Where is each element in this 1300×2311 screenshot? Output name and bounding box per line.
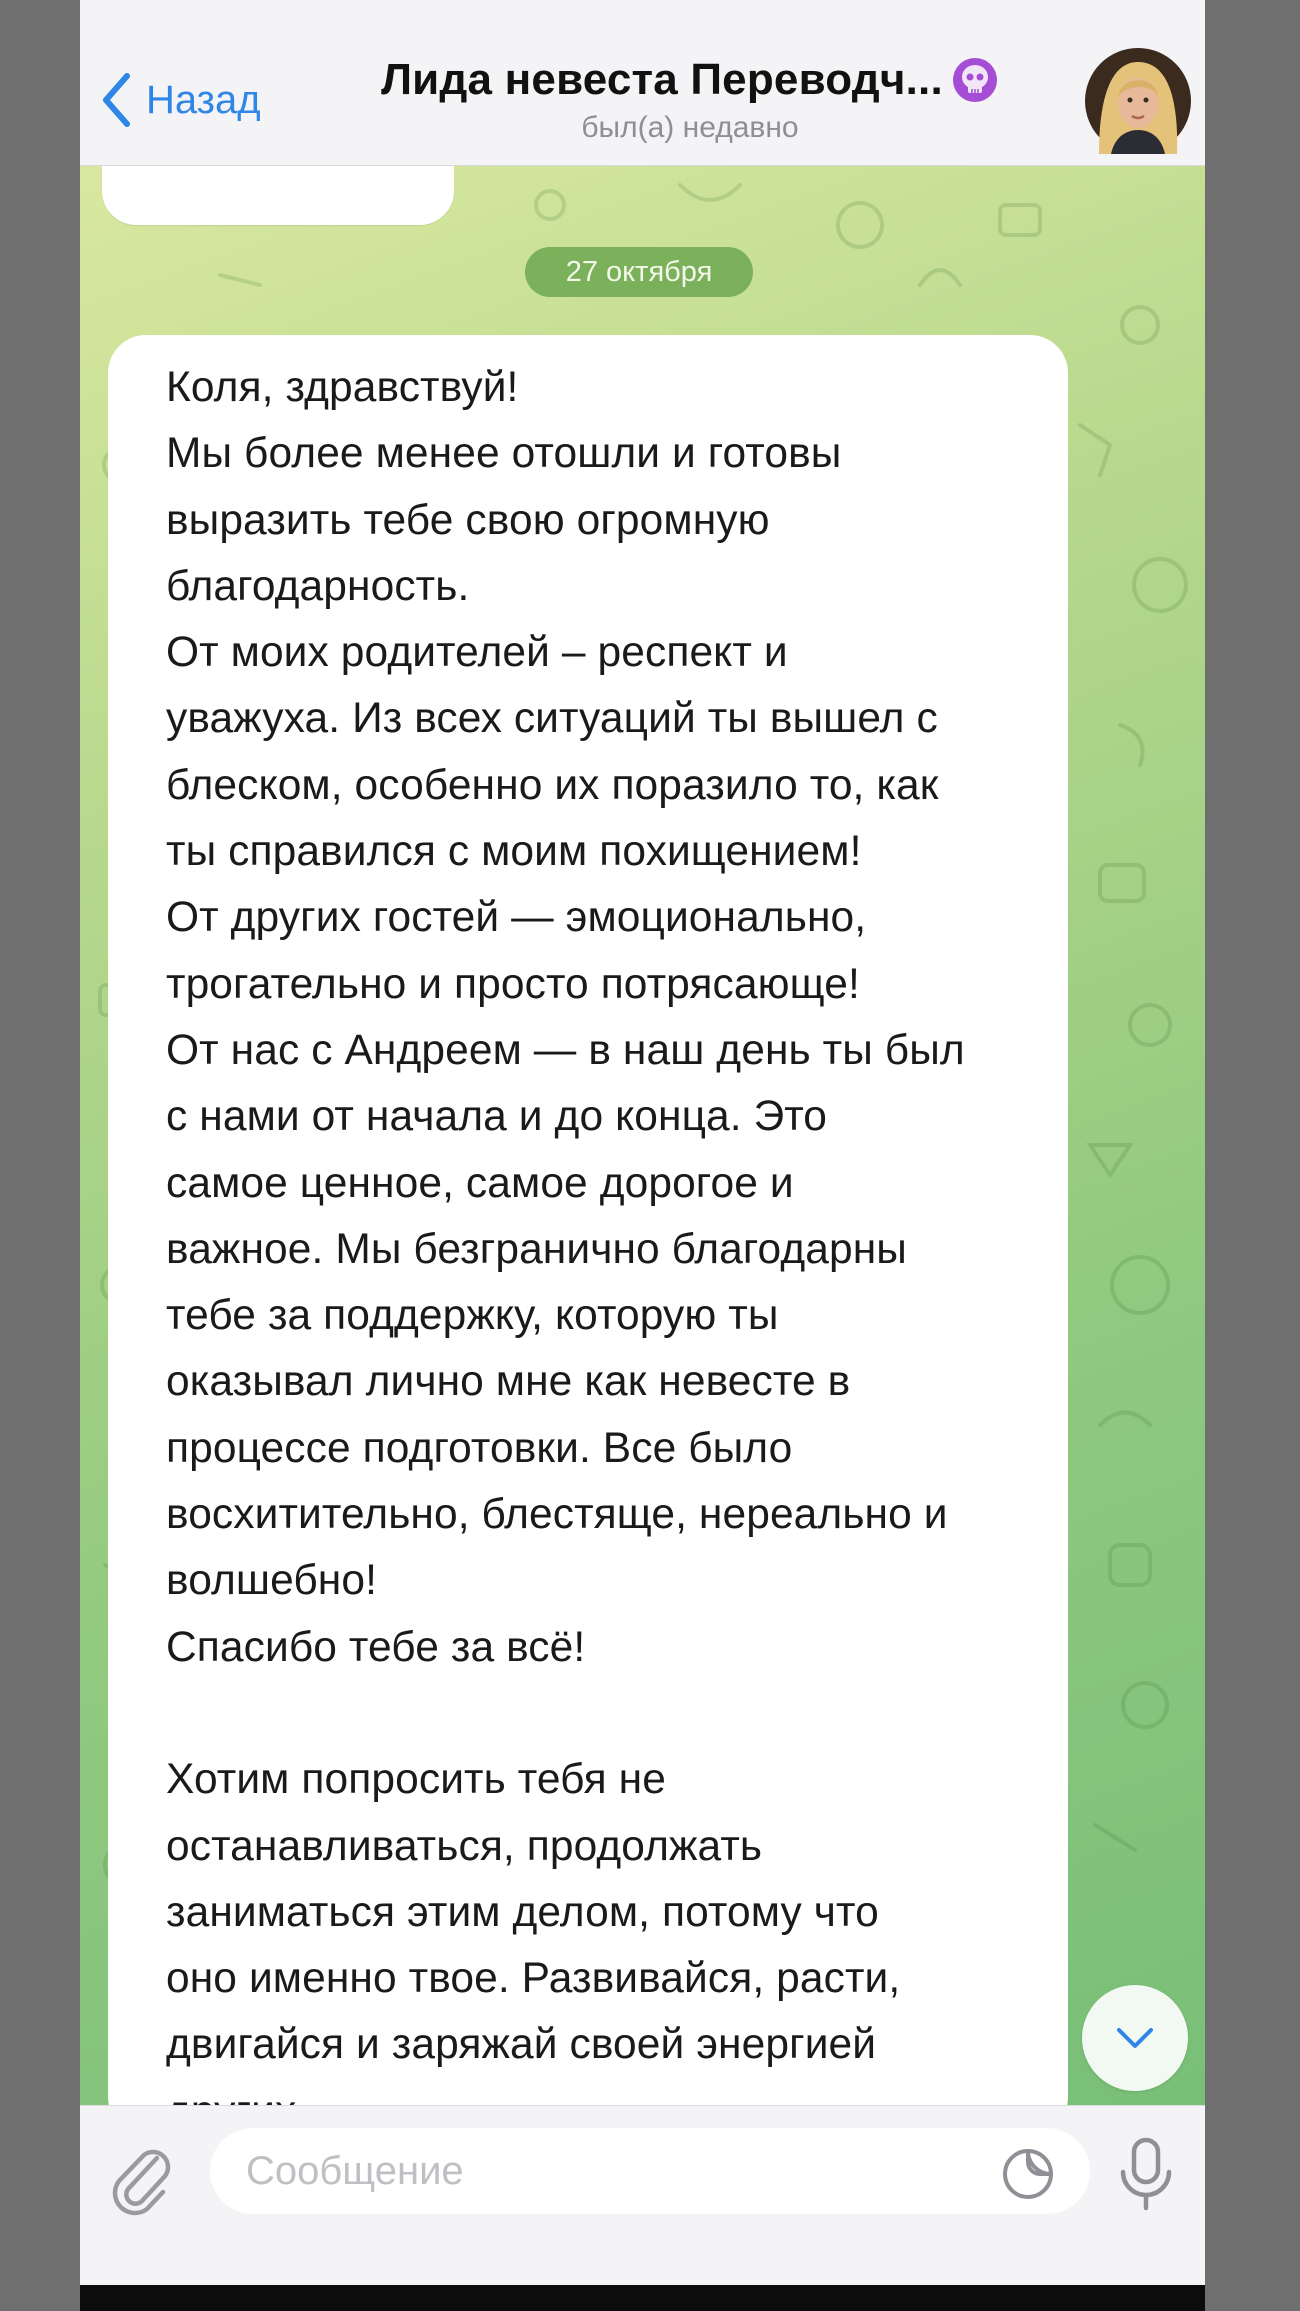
message-line: заниматься этим делом, потому что — [166, 1888, 879, 1936]
message-line: трогательно и просто потрясающе! — [166, 960, 860, 1008]
message-line: ты справился с моим похищением! — [166, 828, 862, 876]
chat-title-row — [381, 55, 999, 105]
message-line: Спасибо тебе за всё! — [166, 1623, 586, 1671]
paperclip-icon[interactable] — [105, 2136, 175, 2216]
message-line: тебе за поддержку, которую ты — [166, 1292, 779, 1340]
message-line: уважуха. Из всех ситуаций ты вышел с — [166, 695, 938, 743]
telegram-chat-screen — [80, 0, 1205, 2285]
message-line: оказывал лично мне как невесте в — [166, 1358, 851, 1406]
scroll-down-button[interactable] — [1082, 1985, 1188, 2091]
message-line: оно именно твое. Развивайся, расти, — [166, 1955, 901, 2003]
message-line: самое ценное, самое дорогое и — [166, 1159, 794, 1207]
message-line: восхитительно, блестяще, нереально и — [166, 1491, 948, 1539]
sticker-icon[interactable] — [1000, 2146, 1056, 2202]
message-line: с нами от начала и до конца. Это — [166, 1093, 828, 1141]
message-line: От моих родителей – респект и — [166, 629, 788, 677]
message-line: волшебно! — [166, 1557, 378, 1605]
message-line: От других гостей — эмоционально, — [166, 894, 867, 942]
message-line: выразить тебе свою огромную — [166, 496, 770, 544]
message-line: важное. Мы безгранично благодарны — [166, 1225, 907, 1273]
avatar[interactable] — [1085, 48, 1191, 154]
message-line: двигайся и заряжай своей энергией — [166, 2021, 877, 2069]
message-line: Хотим попросить тебя не — [166, 1756, 666, 1804]
chat-status: был(а) недавно — [581, 111, 799, 144]
message-line: блеском, особенно их поразило то, как — [166, 761, 939, 809]
message-line: От нас с Андреем — в наш день ты был — [166, 1026, 965, 1074]
chat-title: Лида невеста Переводч... — [381, 55, 943, 104]
date-separator: 27 октября — [525, 247, 753, 297]
chat-title-area[interactable] — [330, 55, 1050, 145]
avatar-image — [1085, 48, 1191, 154]
message-line-blank — [166, 1681, 1066, 1747]
back-label: Назад — [146, 77, 261, 122]
microphone-icon[interactable] — [1115, 2134, 1177, 2214]
chevron-left-icon — [100, 72, 132, 128]
message-line: Коля, здравствуй! — [166, 364, 519, 411]
back-button[interactable] — [100, 60, 261, 140]
message-bubble[interactable] — [108, 335, 1068, 2135]
message-input[interactable] — [210, 2128, 1090, 2214]
message-text — [166, 355, 1066, 2145]
chevron-down-icon — [1115, 2026, 1155, 2050]
home-indicator-area — [80, 2285, 1205, 2311]
message-line: благодарность. — [166, 562, 470, 610]
chat-area[interactable] — [80, 165, 1205, 2105]
message-line: процессе подготовки. Все было — [166, 1424, 793, 1472]
message-composer — [80, 2105, 1205, 2286]
message-line: Мы более менее отошли и готовы — [166, 430, 842, 478]
chat-header — [80, 0, 1205, 166]
skull-emoji-icon — [951, 56, 999, 104]
message-line: останавливаться, продолжать — [166, 1822, 763, 1870]
